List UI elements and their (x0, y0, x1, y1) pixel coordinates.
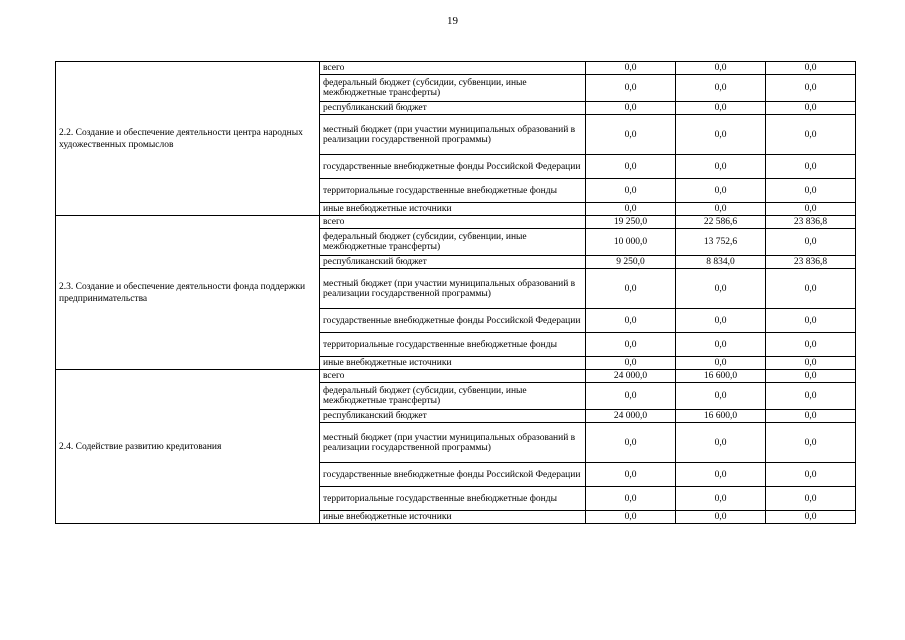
funding-source: иные внебюджетные источники (320, 511, 586, 524)
amount-cell: 0,0 (676, 357, 766, 370)
amount-cell: 0,0 (586, 423, 676, 463)
amount-cell: 24 000,0 (586, 370, 676, 383)
funding-source: всего (320, 370, 586, 383)
amount-cell: 0,0 (766, 357, 856, 370)
amount-cell: 0,0 (676, 102, 766, 115)
funding-source: республиканский бюджет (320, 102, 586, 115)
amount-cell: 0,0 (676, 383, 766, 410)
amount-cell: 0,0 (766, 203, 856, 216)
amount-cell: 22 586,6 (676, 216, 766, 229)
amount-cell: 16 600,0 (676, 410, 766, 423)
amount-cell: 0,0 (766, 309, 856, 333)
amount-cell: 0,0 (586, 179, 676, 203)
amount-cell: 0,0 (766, 75, 856, 102)
funding-source: территориальные государственные внебюджетные фонды (320, 487, 586, 511)
table-row (56, 62, 856, 75)
amount-cell: 0,0 (766, 102, 856, 115)
amount-cell: 19 250,0 (586, 216, 676, 229)
amount-cell: 0,0 (586, 75, 676, 102)
program-title: 2.3. Создание и обеспечение деятельности фонда поддержки предпринимательства (56, 216, 320, 370)
funding-source: всего (320, 62, 586, 75)
amount-cell: 0,0 (766, 410, 856, 423)
amount-cell: 0,0 (766, 423, 856, 463)
funding-source: государственные внебюджетные фонды Российской Федерации (320, 309, 586, 333)
amount-cell: 0,0 (766, 463, 856, 487)
funding-source: федеральный бюджет (субсидии, субвенции, иные межбюджетные трансферты) (320, 75, 586, 102)
amount-cell: 0,0 (586, 203, 676, 216)
amount-cell: 9 250,0 (586, 256, 676, 269)
amount-cell: 0,0 (766, 179, 856, 203)
amount-cell: 0,0 (766, 62, 856, 75)
amount-cell: 16 600,0 (676, 370, 766, 383)
amount-cell: 0,0 (766, 115, 856, 155)
amount-cell: 0,0 (586, 155, 676, 179)
amount-cell: 0,0 (586, 357, 676, 370)
amount-cell: 0,0 (676, 179, 766, 203)
funding-source: всего (320, 216, 586, 229)
amount-cell: 0,0 (676, 309, 766, 333)
amount-cell: 0,0 (586, 309, 676, 333)
funding-source: иные внебюджетные источники (320, 203, 586, 216)
amount-cell: 0,0 (766, 383, 856, 410)
amount-cell: 0,0 (676, 203, 766, 216)
table-row (56, 370, 856, 383)
amount-cell: 13 752,6 (676, 229, 766, 256)
page-number: 19 (447, 15, 458, 27)
amount-cell: 0,0 (766, 487, 856, 511)
amount-cell: 0,0 (586, 115, 676, 155)
funding-source: территориальные государственные внебюджетные фонды (320, 333, 586, 357)
funding-source: государственные внебюджетные фонды Российской Федерации (320, 463, 586, 487)
funding-source: местный бюджет (при участии муниципальных образований в реализации государственной программы) (320, 115, 586, 155)
funding-source: федеральный бюджет (субсидии, субвенции, иные межбюджетные трансферты) (320, 383, 586, 410)
table-row (56, 216, 856, 229)
amount-cell: 0,0 (676, 333, 766, 357)
funding-source: республиканский бюджет (320, 410, 586, 423)
funding-source: федеральный бюджет (субсидии, субвенции, иные межбюджетные трансферты) (320, 229, 586, 256)
amount-cell: 0,0 (766, 229, 856, 256)
amount-cell: 0,0 (586, 487, 676, 511)
amount-cell: 0,0 (586, 511, 676, 524)
amount-cell: 0,0 (676, 423, 766, 463)
amount-cell: 0,0 (586, 62, 676, 75)
amount-cell: 8 834,0 (676, 256, 766, 269)
amount-cell: 0,0 (676, 75, 766, 102)
amount-cell: 0,0 (676, 463, 766, 487)
amount-cell: 0,0 (586, 269, 676, 309)
funding-source: местный бюджет (при участии муниципальных образований в реализации государственной программы) (320, 423, 586, 463)
amount-cell: 0,0 (766, 511, 856, 524)
budget-table (55, 61, 856, 524)
funding-source: республиканский бюджет (320, 256, 586, 269)
amount-cell: 0,0 (586, 463, 676, 487)
amount-cell: 0,0 (676, 115, 766, 155)
amount-cell: 23 836,8 (766, 256, 856, 269)
budget-table-body (56, 62, 856, 524)
amount-cell: 0,0 (586, 383, 676, 410)
amount-cell: 0,0 (676, 155, 766, 179)
amount-cell: 24 000,0 (586, 410, 676, 423)
amount-cell: 0,0 (766, 333, 856, 357)
amount-cell: 10 000,0 (586, 229, 676, 256)
amount-cell: 0,0 (586, 102, 676, 115)
funding-source: территориальные государственные внебюджетные фонды (320, 179, 586, 203)
amount-cell: 0,0 (586, 333, 676, 357)
amount-cell: 0,0 (766, 269, 856, 309)
program-title: 2.2. Создание и обеспечение деятельности центра народных художественных промыслов (56, 62, 320, 216)
amount-cell: 0,0 (766, 370, 856, 383)
amount-cell: 0,0 (676, 62, 766, 75)
amount-cell: 0,0 (676, 269, 766, 309)
funding-source: местный бюджет (при участии муниципальных образований в реализации государственной программы) (320, 269, 586, 309)
funding-source: иные внебюджетные источники (320, 357, 586, 370)
amount-cell: 0,0 (766, 155, 856, 179)
funding-source: государственные внебюджетные фонды Российской Федерации (320, 155, 586, 179)
amount-cell: 0,0 (676, 487, 766, 511)
amount-cell: 23 836,8 (766, 216, 856, 229)
amount-cell: 0,0 (676, 511, 766, 524)
program-title: 2.4. Содействие развитию кредитования (56, 370, 320, 524)
